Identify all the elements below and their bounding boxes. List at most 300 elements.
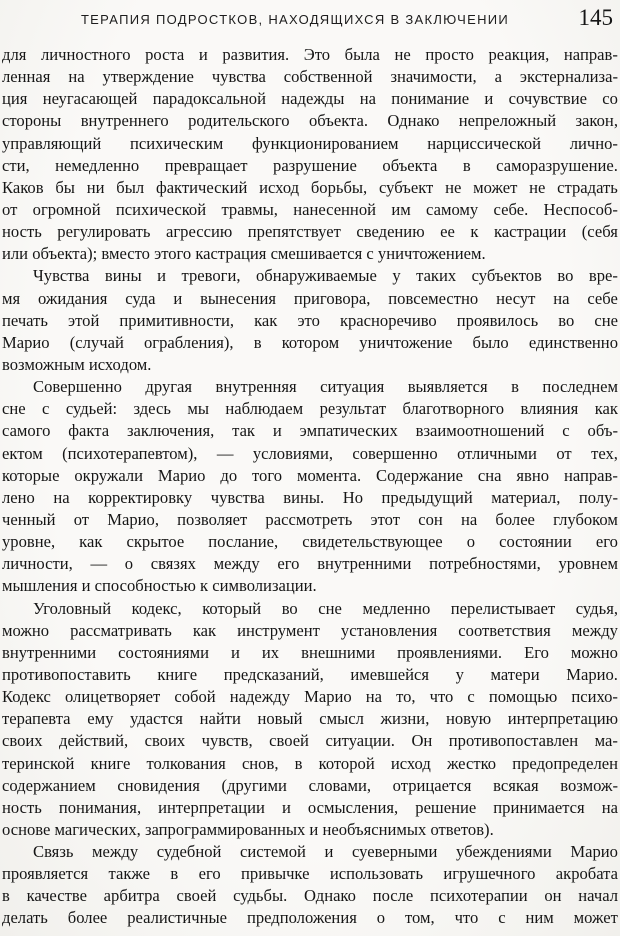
word: родительского bbox=[188, 111, 290, 131]
word: после bbox=[372, 886, 414, 906]
word: экстернализа- bbox=[519, 67, 618, 87]
word: препятствует bbox=[247, 222, 341, 242]
word: инструмент bbox=[237, 620, 320, 640]
word: смысл bbox=[319, 709, 364, 729]
word: самого bbox=[2, 421, 51, 441]
word: с bbox=[42, 399, 50, 419]
word: книге bbox=[157, 664, 198, 684]
word: надежду bbox=[229, 687, 290, 707]
word: суеверными bbox=[352, 842, 438, 862]
word: снов, bbox=[241, 753, 279, 773]
word: факта bbox=[68, 421, 110, 441]
text-line bbox=[2, 620, 618, 642]
text-line: или объекта); вместо этого кастрация смешивается с уничтожением. bbox=[2, 244, 486, 264]
text-line bbox=[2, 66, 618, 88]
word: так bbox=[232, 421, 255, 441]
word: не bbox=[529, 177, 546, 197]
text-line bbox=[2, 509, 618, 531]
word: соответствия bbox=[458, 620, 551, 640]
word: и bbox=[198, 45, 208, 64]
word: Но bbox=[342, 487, 363, 507]
word: сне bbox=[2, 399, 26, 419]
text-line bbox=[2, 863, 618, 885]
word: внутренняя bbox=[215, 377, 297, 397]
word: новую bbox=[446, 709, 492, 729]
word: можно bbox=[2, 620, 50, 640]
word: качестве bbox=[26, 886, 87, 906]
word: была bbox=[344, 45, 380, 64]
paragraph bbox=[2, 841, 618, 930]
word: лено bbox=[2, 487, 35, 507]
word: ция bbox=[2, 89, 28, 109]
word: судья, bbox=[575, 598, 618, 618]
word: вынесения bbox=[200, 288, 277, 308]
word: здесь bbox=[133, 399, 171, 419]
word: фактический bbox=[155, 177, 248, 197]
text-line bbox=[2, 531, 618, 553]
text-line bbox=[2, 265, 618, 287]
text-line bbox=[2, 487, 618, 509]
text-line bbox=[2, 885, 618, 907]
word: агрессию bbox=[165, 222, 233, 242]
word: сведению bbox=[356, 222, 425, 242]
word: ожидания bbox=[37, 288, 108, 308]
word: олицетворяет bbox=[64, 687, 161, 707]
word: исход bbox=[259, 177, 300, 197]
text-line bbox=[2, 88, 618, 110]
word: непреложный bbox=[458, 111, 557, 131]
word: свидетельствующее bbox=[302, 532, 443, 552]
word: как bbox=[594, 399, 618, 419]
word: проявляется bbox=[2, 864, 89, 884]
word: мя bbox=[2, 288, 21, 308]
word: внутренними bbox=[2, 642, 97, 662]
text-line bbox=[2, 775, 618, 797]
word: управляющий bbox=[2, 133, 102, 153]
word: было bbox=[472, 332, 509, 352]
word: этой bbox=[68, 310, 100, 330]
word: взаимоотношений bbox=[415, 421, 545, 441]
text-line: основе магических, запрограммированных и необъяснимых ответов). bbox=[2, 819, 494, 839]
word: ее bbox=[440, 222, 455, 242]
word: объекта bbox=[382, 155, 438, 175]
word: то, bbox=[396, 687, 416, 707]
text-line bbox=[2, 310, 618, 332]
word: реалистичные bbox=[127, 908, 228, 928]
word: во bbox=[557, 266, 574, 286]
word: его bbox=[595, 532, 618, 552]
word: он bbox=[544, 886, 562, 906]
word: лично- bbox=[569, 133, 618, 153]
word: начал bbox=[578, 886, 618, 906]
word: и bbox=[173, 288, 183, 308]
word: своей bbox=[269, 731, 309, 751]
word: просто bbox=[425, 45, 474, 64]
word: психо- bbox=[571, 687, 618, 707]
word: разрушение bbox=[273, 155, 357, 175]
word: внутреннего bbox=[80, 111, 169, 131]
word: Неспособ- bbox=[543, 199, 618, 219]
word: с bbox=[467, 687, 475, 707]
word: во bbox=[558, 310, 575, 330]
word: новый bbox=[257, 709, 303, 729]
word: и bbox=[281, 797, 291, 817]
text-line bbox=[2, 44, 618, 66]
word: (себя bbox=[581, 222, 618, 242]
word: на bbox=[601, 797, 618, 817]
word: и bbox=[324, 842, 334, 862]
word: от bbox=[556, 443, 572, 463]
word: Однако bbox=[303, 886, 356, 906]
text-line bbox=[2, 398, 618, 420]
word: ситуации. bbox=[325, 731, 395, 751]
text-line bbox=[2, 177, 618, 199]
word: превращает bbox=[164, 155, 248, 175]
word: условиями, bbox=[252, 443, 333, 463]
word: позволяет bbox=[177, 509, 248, 529]
word: (другими bbox=[221, 775, 287, 795]
word: для bbox=[2, 45, 27, 64]
word: установления bbox=[340, 620, 438, 640]
word: надежды bbox=[281, 89, 345, 109]
text-line bbox=[2, 288, 618, 310]
text-line bbox=[2, 730, 618, 752]
word: терапевта bbox=[2, 709, 71, 729]
word: приговора, bbox=[293, 288, 371, 308]
word: не bbox=[445, 177, 462, 197]
word: и bbox=[272, 421, 282, 441]
word: кодекс, bbox=[131, 598, 182, 618]
word: ченный bbox=[2, 509, 56, 529]
paragraph bbox=[2, 265, 618, 376]
word: предопределен bbox=[512, 753, 618, 773]
word: его bbox=[198, 864, 221, 884]
word: предположения bbox=[246, 908, 357, 928]
word: объекта. bbox=[308, 111, 369, 131]
word: сти, bbox=[2, 155, 30, 175]
word: от bbox=[2, 199, 18, 219]
word: печать bbox=[2, 310, 48, 330]
word: Уголовный bbox=[33, 598, 112, 618]
word: уровне, bbox=[2, 532, 56, 552]
word: понимание bbox=[391, 89, 470, 109]
word: вины bbox=[104, 266, 142, 286]
text-line bbox=[2, 155, 618, 177]
word: осмысления, bbox=[307, 797, 399, 817]
word: которой bbox=[318, 753, 375, 773]
word: теринской bbox=[2, 753, 75, 773]
text-line bbox=[2, 376, 618, 398]
paragraph bbox=[2, 44, 618, 265]
text-line bbox=[2, 443, 618, 465]
word: утверждение bbox=[102, 67, 194, 87]
word: направ- bbox=[563, 45, 618, 64]
text-line bbox=[2, 664, 618, 686]
word: бы bbox=[55, 177, 75, 197]
word: сна bbox=[477, 465, 502, 485]
word: своих bbox=[2, 731, 43, 751]
word: субъект bbox=[379, 177, 434, 197]
word: реакция, bbox=[488, 45, 550, 64]
word: проявилось bbox=[456, 310, 539, 330]
word: кастрации bbox=[493, 222, 567, 242]
word: использовать bbox=[329, 864, 424, 884]
word: (психотерапевтом), bbox=[62, 443, 198, 463]
word: Марио bbox=[2, 332, 50, 352]
word: Марио. bbox=[566, 664, 618, 684]
word: единственно bbox=[528, 332, 618, 352]
word: совершенно bbox=[352, 443, 438, 463]
running-head: ТЕРАПИЯ ПОДРОСТКОВ, НАХОДЯЩИХСЯ В ЗАКЛЮЧЕНИИ bbox=[80, 12, 510, 27]
word: от bbox=[73, 509, 90, 529]
word: которые bbox=[2, 465, 60, 485]
word: ему bbox=[87, 709, 114, 729]
word: себе bbox=[587, 288, 618, 308]
word: материал, bbox=[491, 487, 561, 507]
word: матери bbox=[490, 664, 540, 684]
word: предыдущий bbox=[381, 487, 473, 507]
word: том, bbox=[404, 908, 435, 928]
word: жестко bbox=[446, 753, 497, 773]
word: глубоком bbox=[553, 509, 618, 529]
word: в bbox=[462, 155, 471, 175]
word: собственной bbox=[283, 67, 373, 87]
word: на bbox=[365, 687, 382, 707]
word: значимости, bbox=[390, 67, 477, 87]
word: Марио bbox=[304, 687, 352, 707]
word: может bbox=[573, 908, 618, 928]
word: состоянии bbox=[499, 532, 572, 552]
paragraph bbox=[2, 598, 618, 842]
word: красноречиво bbox=[339, 310, 437, 330]
text-line: мышления и способностью к символизации. bbox=[2, 576, 317, 596]
word: возмож- bbox=[560, 775, 618, 795]
word: в bbox=[2, 886, 10, 906]
word: сне bbox=[594, 310, 618, 330]
word: их bbox=[261, 642, 280, 662]
word: послание, bbox=[208, 532, 279, 552]
word: потребностями, bbox=[429, 554, 541, 574]
page-number: 145 bbox=[578, 5, 613, 30]
word: таких bbox=[416, 266, 457, 286]
word: всякая bbox=[493, 775, 539, 795]
word: уровнем bbox=[558, 554, 618, 574]
paragraph bbox=[2, 376, 618, 597]
word: момента. bbox=[296, 465, 362, 485]
page-header bbox=[0, 7, 620, 37]
word: саморазрушение. bbox=[496, 155, 618, 175]
text-line bbox=[2, 598, 618, 620]
word: арбитра bbox=[103, 886, 160, 906]
word: окружали bbox=[74, 465, 143, 485]
word: системой bbox=[240, 842, 306, 862]
word: травмы, bbox=[221, 199, 278, 219]
text-line bbox=[2, 708, 618, 730]
word: внутренними bbox=[317, 554, 412, 574]
word: в bbox=[511, 377, 519, 397]
word: что bbox=[454, 908, 479, 928]
word: тех, bbox=[591, 443, 618, 463]
word: на bbox=[460, 509, 478, 529]
text-line bbox=[2, 642, 618, 664]
word: судьей: bbox=[65, 399, 118, 419]
word: интерпретации bbox=[158, 797, 265, 817]
word: ектом bbox=[2, 443, 43, 463]
word: в bbox=[253, 332, 262, 352]
word: выявляется bbox=[407, 377, 488, 397]
word: нанесенной bbox=[293, 199, 376, 219]
word: регулировать bbox=[57, 222, 151, 242]
word: этот bbox=[370, 509, 401, 529]
word: Марио bbox=[157, 465, 206, 485]
word: толкования bbox=[146, 753, 226, 773]
text-line bbox=[2, 110, 618, 132]
word: чувств, bbox=[201, 731, 253, 751]
word: роста bbox=[145, 45, 185, 64]
word: с bbox=[498, 908, 506, 928]
word: Кодекс bbox=[2, 687, 51, 707]
word: вре- bbox=[588, 266, 618, 286]
word: медленно bbox=[362, 598, 431, 618]
word: заключения, bbox=[126, 421, 215, 441]
word: как bbox=[254, 310, 278, 330]
word: психическим bbox=[130, 133, 224, 153]
word: чувства bbox=[211, 67, 266, 87]
word: делать bbox=[2, 908, 48, 928]
word: рассмотреть bbox=[265, 509, 353, 529]
word: ограбления), bbox=[144, 332, 234, 352]
word: Каков bbox=[2, 177, 44, 197]
word: направ- bbox=[563, 465, 618, 485]
word: состояниями bbox=[118, 642, 210, 662]
word: как bbox=[79, 532, 103, 552]
word: Это bbox=[303, 45, 331, 64]
word: и bbox=[484, 89, 494, 109]
word: о bbox=[124, 554, 134, 574]
word: предсказаний, bbox=[223, 664, 324, 684]
text-line bbox=[2, 465, 618, 487]
word: суда bbox=[125, 288, 156, 308]
text-line bbox=[2, 133, 618, 155]
word: на bbox=[68, 67, 85, 87]
word: на bbox=[359, 89, 376, 109]
word: закон, bbox=[575, 111, 618, 131]
word: своей bbox=[176, 886, 217, 906]
word: книге bbox=[90, 753, 131, 773]
word: Однако bbox=[387, 111, 440, 131]
word: личностного bbox=[40, 45, 131, 64]
word: Его bbox=[524, 642, 549, 662]
word: самому bbox=[426, 199, 479, 219]
word: словами, bbox=[308, 775, 372, 795]
word: о bbox=[376, 908, 386, 928]
word: между bbox=[213, 554, 260, 574]
word: личности, bbox=[2, 554, 73, 574]
word: более bbox=[495, 509, 535, 529]
word: субъектов bbox=[471, 266, 542, 286]
word: рассматривать bbox=[70, 620, 172, 640]
word: корректировку bbox=[88, 487, 193, 507]
word: борьбы, bbox=[310, 177, 368, 197]
word: а bbox=[494, 67, 502, 87]
word: собой bbox=[174, 687, 216, 707]
word: который bbox=[202, 598, 262, 618]
word: ситуация bbox=[320, 377, 385, 397]
word: развития. bbox=[222, 45, 290, 64]
word: акробата bbox=[555, 864, 618, 884]
word: им bbox=[391, 199, 411, 219]
word: полу- bbox=[578, 487, 618, 507]
word: сне bbox=[318, 598, 342, 618]
word: что bbox=[429, 687, 454, 707]
word: жизни, bbox=[380, 709, 430, 729]
word: огромной bbox=[32, 199, 101, 219]
word: функционированием bbox=[251, 133, 399, 153]
text-line: возможным исходом. bbox=[2, 354, 152, 374]
word: на bbox=[53, 487, 70, 507]
word: своих bbox=[144, 731, 186, 751]
word: скрытое bbox=[126, 532, 185, 552]
word: сочувствие bbox=[508, 89, 587, 109]
word: был bbox=[116, 177, 145, 197]
word: мы bbox=[187, 399, 209, 419]
word: отрицается bbox=[392, 775, 472, 795]
word: эмпатических bbox=[299, 421, 398, 441]
word: — bbox=[216, 443, 234, 463]
word: обнаруживаемые bbox=[255, 266, 377, 286]
word: удастся bbox=[130, 709, 183, 729]
word: содержанием bbox=[2, 775, 96, 795]
word: как bbox=[192, 620, 217, 640]
word: вины. bbox=[283, 487, 325, 507]
text-line bbox=[2, 797, 618, 819]
word: принимается bbox=[493, 797, 585, 817]
word: это bbox=[297, 310, 320, 330]
word: до bbox=[220, 465, 238, 485]
word: судебной bbox=[156, 842, 222, 862]
word: привычке bbox=[241, 864, 310, 884]
text-line bbox=[2, 686, 618, 708]
word: примитивности, bbox=[119, 310, 235, 330]
word: найти bbox=[199, 709, 241, 729]
word: Марио, bbox=[107, 509, 159, 529]
word: другая bbox=[145, 377, 193, 397]
word: может bbox=[473, 177, 518, 197]
word: решение bbox=[415, 797, 477, 817]
word: проявлениями. bbox=[397, 642, 503, 662]
word: ность bbox=[2, 222, 42, 242]
word: исход bbox=[390, 753, 431, 773]
word: не bbox=[394, 45, 411, 64]
word: в bbox=[170, 864, 179, 884]
word: внешними bbox=[301, 642, 376, 662]
word: того bbox=[252, 465, 283, 485]
word: Марио bbox=[570, 842, 618, 862]
word: чувства bbox=[210, 487, 265, 507]
word: перелистывает bbox=[450, 598, 556, 618]
text-line bbox=[2, 753, 618, 775]
word: сон bbox=[418, 509, 443, 529]
word: ленная bbox=[2, 67, 51, 87]
word: о bbox=[466, 532, 476, 552]
word: психотерапии bbox=[430, 886, 528, 906]
word: игрушечного bbox=[443, 864, 536, 884]
word: явно bbox=[516, 465, 550, 485]
word: между bbox=[92, 842, 139, 862]
word: наблюдаем bbox=[225, 399, 304, 419]
word: на bbox=[553, 288, 570, 308]
word: (случай bbox=[69, 332, 124, 352]
